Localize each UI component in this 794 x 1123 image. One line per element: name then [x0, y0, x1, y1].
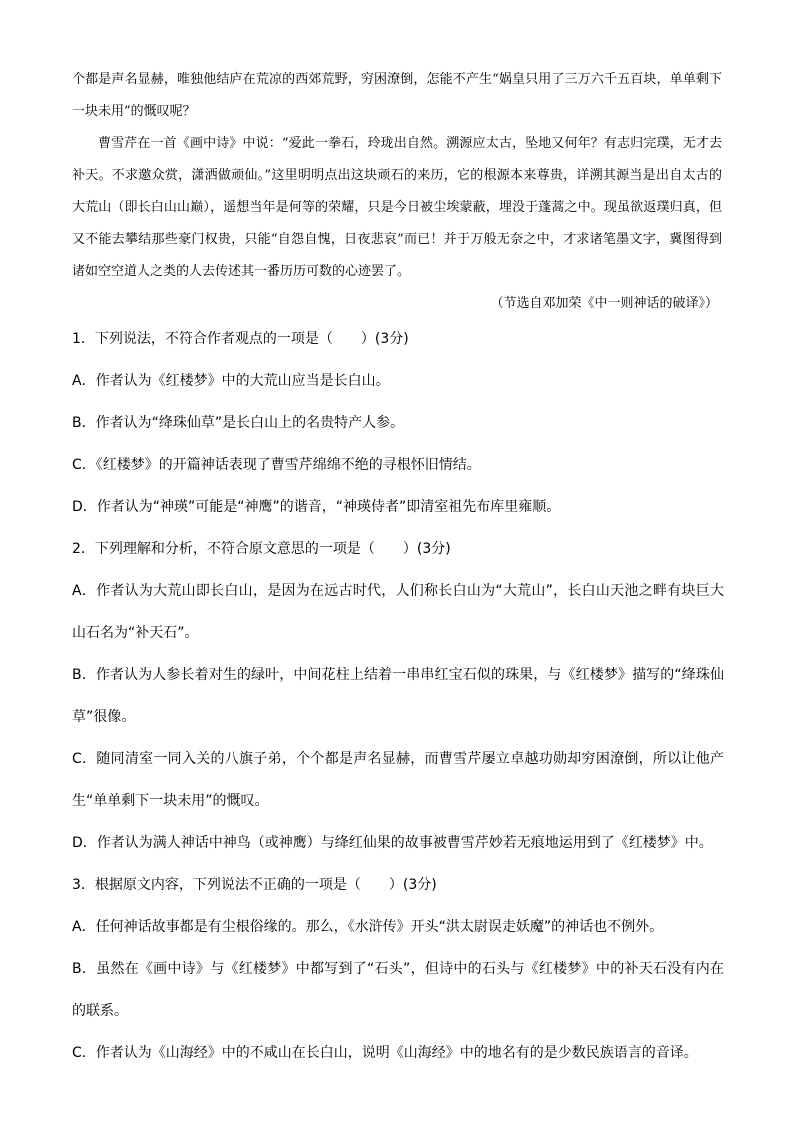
- option-d: D．作者认为“神瑛”可能是“神鹰”的谐音，“神瑛侍者”即清室祖先布库里雍顺。: [72, 499, 561, 515]
- option-c: C．《红楼梦》的开篇神话表现了曹雪芹绵绵不绝的寻根怀旧情结。: [72, 457, 481, 473]
- question-list: [72, 318, 724, 1074]
- option-b: B．虽然在《画中诗》与《红楼梦》中都写到了“石头”，但诗中的石头与《红楼梦》中的补天石没有内在的联系。: [72, 961, 724, 1019]
- option-a: A．任何神话故事都是有尘根俗缘的。那么，《水浒传》开头“洪太尉误走妖魔”的神话也不例外。: [72, 919, 664, 935]
- option-b: B．作者认为人参长着对生的绿叶，中间花柱上结着一串串红宝石似的珠果，与《红楼梦》描写的“绛珠仙草”很像。: [72, 667, 724, 725]
- reading-passage: [72, 64, 722, 320]
- option-b: B．作者认为“绛珠仙草”是长白山上的名贵特产人参。: [72, 415, 405, 431]
- question-stem: 3．根据原文内容，下列说法不正确的一项是（ ）(3分): [72, 877, 437, 893]
- passage-paragraph-2: 曹雪芹在一首《画中诗》中说：“爱此一拳石，玲珑出自然。溯源应太古，坠地又何年？有志归完璞，无才去补天。不求邀众赏，潇洒做顽仙。”这里明明点出这块顽石的来历，它的根源本来尊贵，详溯其源当是出自太古的大荒山（即长白山山巅），遥想当年是何等的荣耀，只是今日被尘埃蒙蔽，埋没于蓬蒿之中。现虽欲返璞归真，但又不能去攀结那些豪门权贵，只能“自怨自愧，日夜悲哀”而已！并于万般无奈之中，才求诸笔墨文字，冀图得到诸如空空道人之类的人去传述其一番历历可数的心迹罢了。: [72, 136, 722, 279]
- question-2: [72, 528, 724, 864]
- option-c: C．随同清室一同入关的八旗子弟，个个都是声名显赫，而曹雪芹屡立卓越功勋却穷困潦倒，所以让他产生“单单剩下一块未用”的慨叹。: [72, 751, 724, 809]
- option-a: A．作者认为大荒山即长白山，是因为在远古时代，人们称长白山为“大荒山”，长白山天池之畔有块巨大山石名为“补天石”。: [72, 583, 724, 641]
- question-3: [72, 864, 724, 1074]
- question-stem: 2．下列理解和分析，不符合原文意思的一项是（ ）(3分): [72, 541, 451, 557]
- question-1: [72, 318, 724, 528]
- option-a: A．作者认为《红楼梦》中的大荒山应当是长白山。: [72, 373, 390, 389]
- passage-paragraph-1: 个都是声名显赫，唯独他结庐在荒凉的西郊荒野，穷困潦倒，怎能不产生“娲皇只用了三万六千五百块，单单剩下一块未用”的慨叹呢？: [72, 72, 722, 119]
- question-stem: 1．下列说法，不符合作者观点的一项是（ ）(3分): [72, 331, 409, 347]
- passage-source: （节选自邓加荣《中一则神话的破译》）: [490, 296, 718, 311]
- option-c: C．作者认为《山海经》中的不咸山在长白山，说明《山海经》中的地名有的是少数民族语言的音译。: [72, 1045, 698, 1061]
- option-d: D．作者认为满人神话中神鸟（或神鹰）与绛红仙果的故事被曹雪芹妙若无痕地运用到了《红楼梦》中。: [72, 835, 713, 851]
